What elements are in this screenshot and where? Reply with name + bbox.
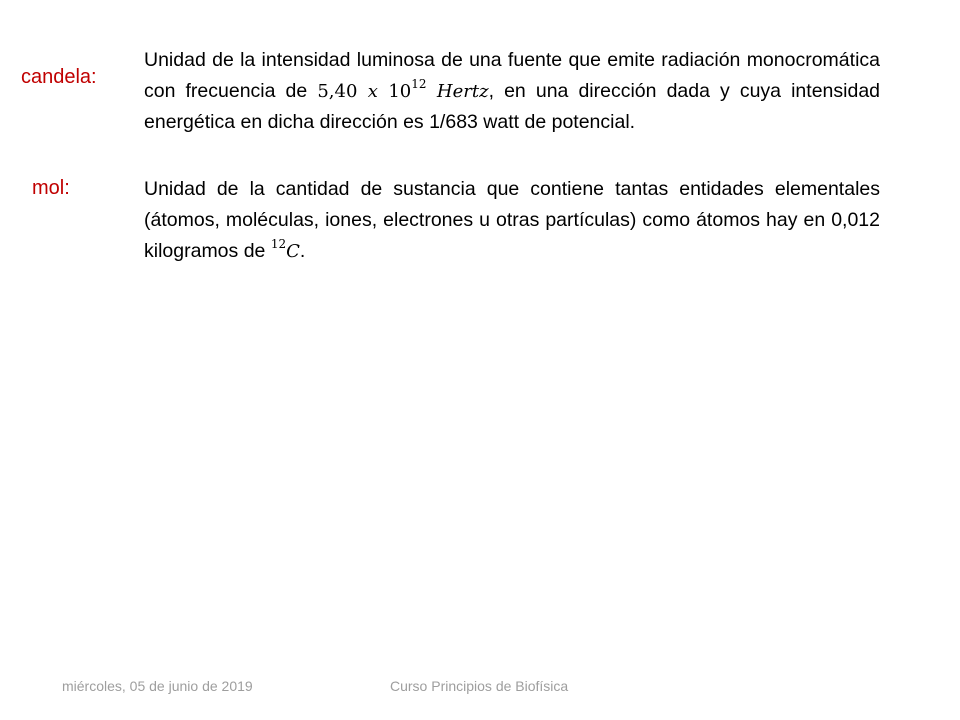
frequency-formula: [317, 77, 489, 102]
definition-mol-text-end: .: [299, 240, 306, 262]
carbon-isotope: [270, 237, 300, 262]
definition-candela-text-start: Unidad de la intensidad luminosa de una fuente que emite radiación monocromática con frecuencia de: [144, 49, 880, 102]
term-mol: mol:: [32, 177, 70, 199]
definition-candela: [144, 45, 880, 138]
footer-course-title: Curso Principios de Biofísica: [390, 678, 569, 694]
definition-mol-text-start: Unidad de la cantidad de sustancia que contiene tantas entidades elementales (átomos, moléculas, iones, electrones u otras partículas) como átomos hay en 0,012 kilogramos de: [144, 178, 880, 262]
carbon-mass-number: 12: [270, 237, 287, 251]
definition-candela-text-end: , en una dirección dada y cuya intensidad energética en dicha dirección es 1/683 watt de potencial.: [144, 80, 881, 133]
carbon-symbol: C: [286, 241, 300, 262]
frequency-unit: Hertz: [436, 81, 489, 102]
frequency-mantissa: 5,40: [317, 81, 358, 102]
term-candela: candela:: [21, 66, 97, 88]
frequency-base: 10: [388, 81, 412, 102]
frequency-exponent: 12: [411, 77, 427, 91]
definition-mol: [144, 174, 880, 267]
multiplication-sign: x: [367, 81, 378, 102]
footer-date: miércoles, 05 de junio de 2019: [62, 678, 253, 694]
